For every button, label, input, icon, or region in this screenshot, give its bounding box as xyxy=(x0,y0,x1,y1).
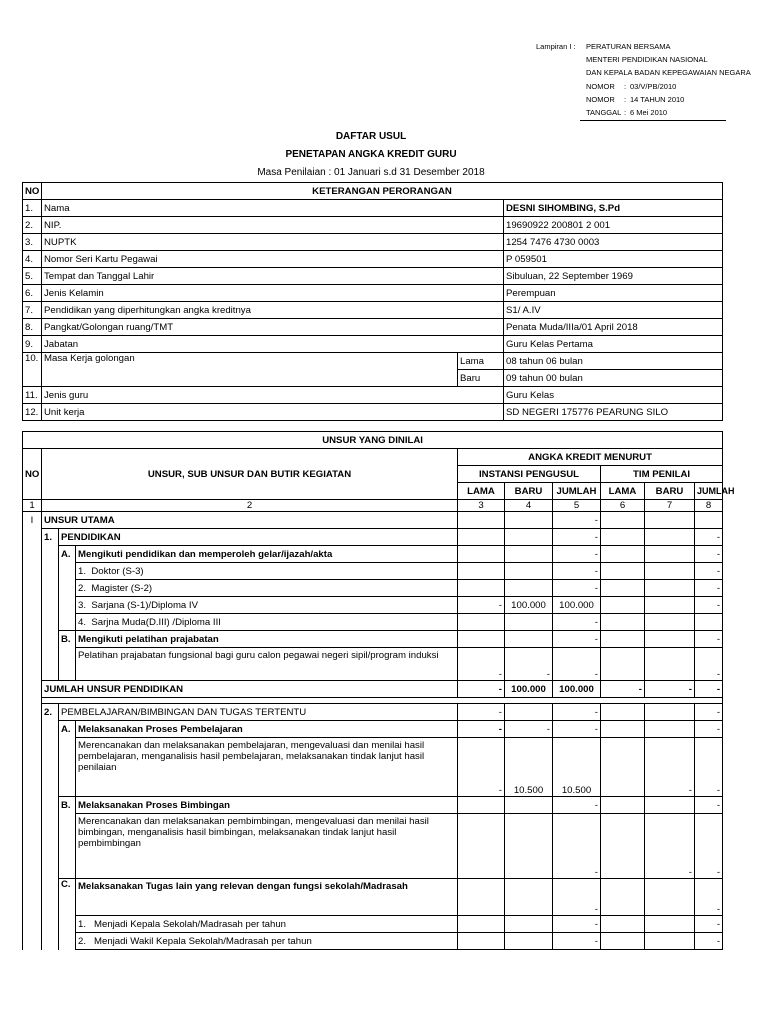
unsur-utama-title: UNSUR UTAMA xyxy=(42,512,458,529)
reference-block: Lampiran I : PERATURAN BERSAMA MENTERI PENDIDIKAN NASIONAL DAN KEPALA BADAN KEPEGAWAIAN NEGARA NOMOR : 03/V/PB/2010 NOMOR : 14 TAHUN 2010 TANGGAL : 6 Mei 2010 xyxy=(536,40,751,119)
pembelajaran-desc: Merencanakan dan melaksanakan pembelajaran, mengevaluasi dan menilai hasil pembelajaran, menganalisis hasil pembelajaran, melaksanakan tindak lanjut hasil penilaian xyxy=(76,738,458,797)
sarjana-jumlah: 100.000 xyxy=(553,597,601,614)
assessment-section-header: UNSUR YANG DINILAI xyxy=(23,432,723,449)
nomor-value-1: 03/V/PB/2010 xyxy=(630,81,677,91)
instansi-baru-header: BARU xyxy=(505,483,553,500)
masa-kerja-lama-value: 08 tahun 06 bulan xyxy=(504,353,723,370)
karpeg-label: Nomor Seri Kartu Pegawai xyxy=(42,251,504,268)
bimbingan-desc: Merencanakan dan melaksanakan pembimbingan, mengevaluasi dan menilai hasil bimbingan, menganalisis hasil bimbingan, melaksanakan tindak lanjut hasil pembimbingan xyxy=(76,814,458,879)
credit-header: ANGKA KREDIT MENURUT xyxy=(458,449,723,466)
work-unit-value: SD NEGERI 175776 PEARUNG SILO xyxy=(504,404,723,421)
nomor-value-2: 14 TAHUN 2010 xyxy=(630,94,685,104)
position-value: Guru Kelas Pertama xyxy=(504,336,723,353)
tim-header: TIM PENILAI xyxy=(601,466,723,483)
pembelajaran-jumlah: 10.500 xyxy=(553,738,601,797)
jumlah-pendidikan-label: JUMLAH UNSUR PENDIDIKAN xyxy=(42,681,458,698)
personal-info-table: NO KETERANGAN PERORANGAN 1. Nama DESNI SIHOMBING, S.Pd 2. NIP. 19690922 200801 2 001 3. NUPTK 1254 7476 4730 0003 4. Nomor Seri Kartu Pegawai P 059501 5. Tempat dan Tanggal Lahir Sibuluan, 22 September 1969 6. Jenis Kelamin Perempuan 7. Pendidikan yang diperhitungkan angka kreditnya S1/ A.IV 8. Pangkat/Golongan ruang/TMT Penata Muda/IIIa/01 April 2018 9. Jabatan Guru Kelas Pertama 10. Masa Kerja golongan Lama 08 tahun 06 bulan Baru 09 tahun 00 bulan 11. Jenis guru Guru Kelas 12. Unit kerja SD NEGERI 175776 PEARUNG SILO xyxy=(22,182,723,421)
name-value: DESNI SIHOMBING, S.Pd xyxy=(504,200,723,217)
degree-row: 3. Sarjana (S-1)/Diploma IV - 100.000 100.000 - xyxy=(23,597,723,614)
document-subtitle: PENETAPAN ANGKA KREDIT GURU xyxy=(285,149,457,160)
nomor-label: NOMOR xyxy=(586,81,615,91)
nuptk-label: NUPTK xyxy=(42,234,504,251)
pembelajaran-baru: 10.500 xyxy=(505,738,553,797)
masa-kerja-baru-value: 09 tahun 00 bulan xyxy=(504,370,723,387)
karpeg-value: P 059501 xyxy=(504,251,723,268)
tim-lama-header: LAMA xyxy=(601,483,645,500)
nip-label: NIP. xyxy=(42,217,504,234)
instansi-jumlah-header: JUMLAH xyxy=(553,483,601,500)
nip-value: 19690922 200801 2 001 xyxy=(504,217,723,234)
instansi-header: INSTANSI PENGUSUL xyxy=(458,466,601,483)
subunsur-2b-title: Melaksanakan Proses Bimbingan xyxy=(76,797,458,814)
subunsur-2c-title: Melaksanakan Tugas lain yang relevan dengan fungsi sekolah/Madrasah xyxy=(76,879,458,916)
pembelajaran-title: PEMBELAJARAN/BIMBINGAN DAN TUGAS TERTENTU xyxy=(59,704,458,721)
masa-kerja-lama-label: Lama xyxy=(458,353,504,370)
reference-underline xyxy=(580,120,726,121)
tanggal-label: TANGGAL xyxy=(586,108,622,118)
regulation-title: PERATURAN BERSAMA xyxy=(586,42,671,51)
instansi-lama-header: LAMA xyxy=(458,483,505,500)
tim-jumlah-header: JUMLAH xyxy=(695,483,723,500)
tim-baru-header: BARU xyxy=(645,483,695,500)
subunsur-b-title: Mengikuti pelatihan prajabatan xyxy=(76,631,458,648)
gender-label: Jenis Kelamin xyxy=(42,285,504,302)
birth-value: Sibuluan, 22 September 1969 xyxy=(504,268,723,285)
assessment-no-header: NO xyxy=(23,449,42,500)
degree-row: 4. Sarjna Muda(D.III) /Diploma III - xyxy=(23,614,723,631)
work-unit-label: Unit kerja xyxy=(42,404,504,421)
name-label: Nama xyxy=(42,200,504,217)
jumlah-pendidikan-jumlah: 100.000 xyxy=(553,681,601,698)
column-number-row: 1 2 3 4 5 6 7 8 xyxy=(23,500,723,512)
pendidikan-title: PENDIDIKAN xyxy=(59,529,458,546)
lampiran-label: Lampiran I : xyxy=(536,42,576,51)
document-title: DAFTAR USUL xyxy=(335,131,407,142)
degree-row: 1. Doktor (S-3) - - xyxy=(23,563,723,580)
sarjana-baru: 100.000 xyxy=(505,597,553,614)
masa-kerja-label: Masa Kerja golongan xyxy=(42,353,458,387)
teacher-type-value: Guru Kelas xyxy=(504,387,723,404)
assessment-period: Masa Penilaian : 01 Januari s.d 31 Desember 2018 xyxy=(257,167,485,178)
task-row: 2. Menjadi Wakil Kepala Sekolah/Madrasah per tahun - - xyxy=(23,933,723,950)
nuptk-value: 1254 7476 4730 0003 xyxy=(504,234,723,251)
masa-kerja-baru-label: Baru xyxy=(458,370,504,387)
tanggal-value: 6 Mei 2010 xyxy=(630,108,668,118)
rank-value: Penata Muda/IIIa/01 April 2018 xyxy=(504,319,723,336)
prajabatan-desc: Pelatihan prajabatan fungsional bagi guru calon pegawai negeri sipil/program induksi xyxy=(76,648,458,681)
teacher-type-label: Jenis guru xyxy=(42,387,504,404)
position-label: Jabatan xyxy=(42,336,504,353)
degree-row: 2. Magister (S-2) - - xyxy=(23,580,723,597)
activity-header: UNSUR, SUB UNSUR DAN BUTIR KEGIATAN xyxy=(42,449,458,500)
subunsur-2a-title: Melaksanakan Proses Pembelajaran xyxy=(76,721,458,738)
education-label: Pendidikan yang diperhitungkan angka kreditnya xyxy=(42,302,504,319)
subunsur-a-title: Mengikuti pendidikan dan memperoleh gelar/ijazah/akta xyxy=(76,546,458,563)
education-value: S1/ A.IV xyxy=(504,302,723,319)
assessment-table: UNSUR YANG DINILAI NO UNSUR, SUB UNSUR DAN BUTIR KEGIATAN ANGKA KREDIT MENURUT INSTANSI PENGUSUL TIM PENILAI LAMA BARU JUMLAH LAMA BARU JUMLAH 1 2 3 4 5 6 7 8 I UNSUR UTAMA - 1. PENDIDIKAN - - A. Mengikuti pendidikan dan memperoleh gelar/ijazah/akta - - 1. Doktor (S-3) - - 2. Magister (S-2) - - 3. Sarjana (S-1)/Diploma IV - 100.000 100.000 - 4. Sarjna Muda(D.III) /Diploma III - B. Mengikuti pelatihan prajabatan - - Pelatihan prajabatan fungsional bagi guru calon pegawai negeri sipil/program induksi - - - - JUMLAH UNSUR PENDIDIKAN - 100.000 100.000 - - - 2. PEMBELAJARAN/BIMBINGAN DAN TUGAS TERTENTU - - - A. Melaksanakan Proses Pembelajaran - - - - Merencanakan dan melaksanakan pembelajaran, mengevaluasi dan menilai hasil pembelajaran, menganalisis hasil pembelajaran, melaksanakan tindak lanjut hasil penilaian - 10.500 10.500 - - B. Melaksanakan Proses Bimbingan - - Merencanakan dan melaksanakan pembimbingan, mengevaluasi dan menilai hasil bimbingan, menganalisis hasil bimbingan, melaksanakan tindak lanjut hasil pembimbingan - - - C. Melaksanakan Tugas lain yang relevan dengan fungsi sekolah/Madrasah - - 1. Menjadi Kepala Sekolah/Madrasah per tahun - - 2. Menjadi Wakil Kepala Sekolah/Madrasah per tahun - - xyxy=(22,431,723,950)
regulation-line3: DAN KEPALA BADAN KEPEGAWAIAN NEGARA xyxy=(586,68,751,78)
jumlah-pendidikan-baru: 100.000 xyxy=(505,681,553,698)
birth-label: Tempat dan Tanggal Lahir xyxy=(42,268,504,285)
gender-value: Perempuan xyxy=(504,285,723,302)
rank-label: Pangkat/Golongan ruang/TMT xyxy=(42,319,504,336)
regulation-line2: MENTERI PENDIDIKAN NASIONAL xyxy=(586,55,708,65)
nomor-label-2: NOMOR xyxy=(586,94,615,104)
no-header: NO xyxy=(23,183,42,200)
task-row: 1. Menjadi Kepala Sekolah/Madrasah per tahun - - xyxy=(23,916,723,933)
personal-section-header: KETERANGAN PERORANGAN xyxy=(42,183,723,200)
